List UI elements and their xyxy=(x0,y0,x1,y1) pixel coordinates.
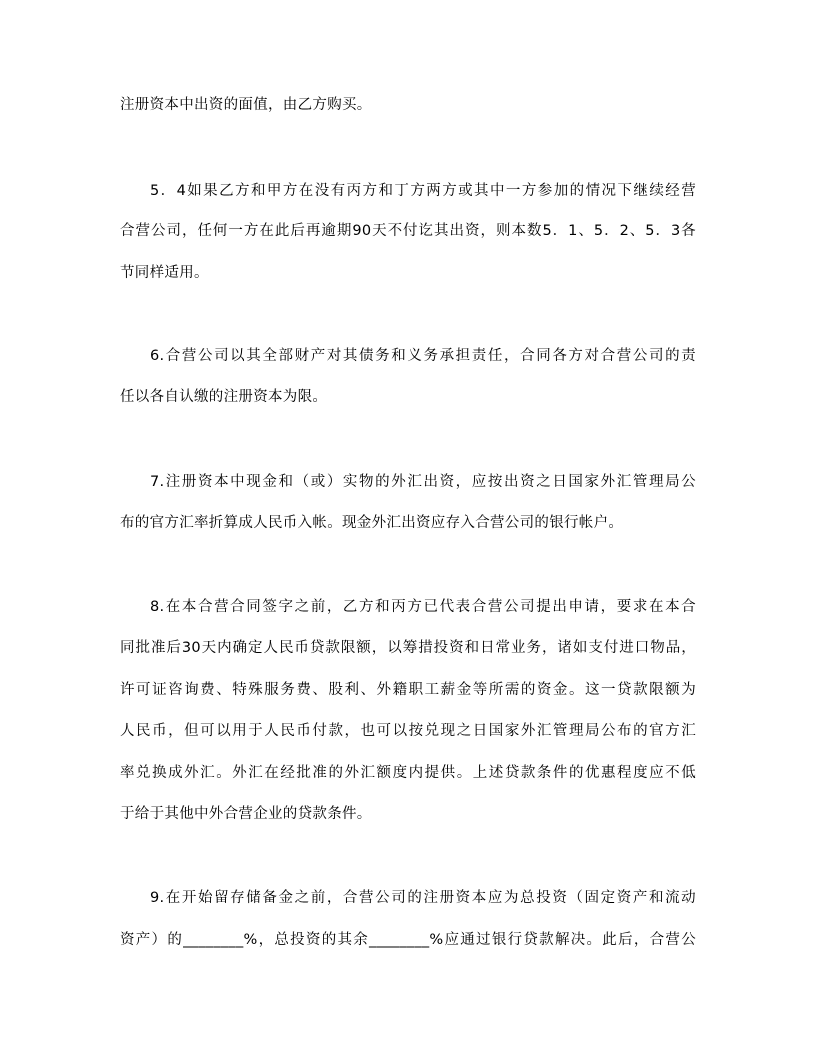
text-line: 合营公司，任何一方在此后再逾期90天不付讫其出资，则本数5．1、5．2、5．3各 xyxy=(120,223,696,239)
text-line: 7.注册资本中现金和（或）实物的外汇出资，应按出资之日国家外汇管理局公 xyxy=(150,474,696,490)
text-line: 9.在开始留存储备金之前，合营公司的注册资本应为总投资（固定资产和流动 xyxy=(150,890,696,906)
text-line: 率兑换成外汇。外汇在经批准的外汇额度内提供。上述贷款条件的优惠程度应不低 xyxy=(120,765,696,781)
text-line: 节同样适用。 xyxy=(120,265,209,281)
text-line: 同批准后30天内确定人民币贷款限额，以筹措投资和日常业务，诸如支付进口物品， xyxy=(120,640,696,656)
text-line: 许可证咨询费、特殊服务费、股利、外籍职工薪金等所需的资金。这一贷款限额为 xyxy=(120,682,696,698)
text-line: 于给于其他中外合营企业的贷款条件。 xyxy=(120,806,372,822)
text-line: 任以各自认缴的注册资本为限。 xyxy=(120,389,328,405)
text-line: 5．4如果乙方和甲方在没有丙方和丁方两方或其中一方参加的情况下继续经营 xyxy=(150,183,696,199)
text-line: 注册资本中出资的面值，由乙方购买。 xyxy=(120,97,372,113)
text-line: 6.合营公司以其全部财产对其债务和义务承担责任，合同各方对合营公司的责 xyxy=(150,348,696,364)
text-line: 人民币，但可以用于人民币付款，也可以按兑现之日国家外汇管理局公布的官方汇 xyxy=(120,723,696,739)
text-line: 布的官方汇率折算成人民币入帐。现金外汇出资应存入合营公司的银行帐户。 xyxy=(120,515,624,531)
text-line: 8.在本合营合同签字之前，乙方和丙方已代表合营公司提出申请，要求在本合 xyxy=(150,599,696,615)
text-line: 资产）的________%，总投资的其余________%应通过银行贷款解决。此后，合营公 xyxy=(120,932,696,948)
